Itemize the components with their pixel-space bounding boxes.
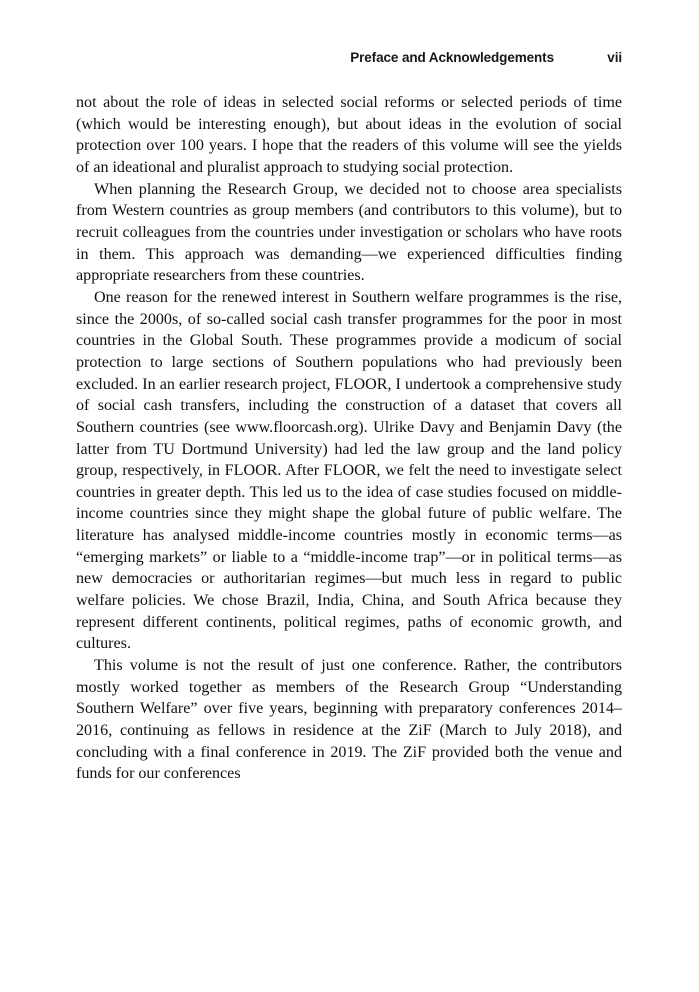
- running-header-title: Preface and Acknowledgements: [350, 50, 554, 65]
- body-text-block: [76, 92, 622, 785]
- running-header: [76, 50, 622, 65]
- paragraph: This volume is not the result of just one conference. Rather, the contributors mostly worked together as members of the Research Group “Understanding Southern Welfare” over five years, beginning with preparatory conferences 2014–2016, continuing as fellows in residence at the ZiF (March to July 2018), and concluding with a final conference in 2019. The ZiF provided both the venue and funds for our conferences: [76, 657, 622, 783]
- paragraph: not about the role of ideas in selected social reforms or selected periods of time (which would be interesting enough), but about ideas in the evolution of social protection over 100 years. I hope that the readers of this volume will see the yields of an ideational and pluralist approach to studying social protection.: [76, 94, 622, 176]
- page-number: vii: [607, 50, 622, 65]
- paragraph: When planning the Research Group, we decided not to choose area specialists from Western countries as group members (and contributors to this volume), but to recruit colleagues from the countries under investigation or scholars who have roots in them. This approach was demanding—we experienced difficulties finding appropriate researchers from these countries.: [76, 180, 622, 285]
- paragraph: One reason for the renewed interest in Southern welfare programmes is the rise, since the 2000s, of so-called social cash transfer programmes for the poor in most countries in the Global South. These programmes provide a modicum of social protection to large sections of Southern populations who had previously been excluded. In an earlier research project, FLOOR, I undertook a comprehensive study of social cash transfers, including the construction of a dataset that covers all Southern countries (see www.floorcash.org). Ulrike Davy and Benjamin Davy (the latter from TU Dortmund University) had led the law group and the land policy group, respectively, in FLOOR. After FLOOR, we felt the need to investigate select countries in greater depth. This led us to the idea of case studies focused on middle-income countries since they might shape the global future of public welfare. The literature has analysed middle-income countries mostly in economic terms—as “emerging markets” or liable to a “middle-income trap”—or in political terms—as new democracies or authoritarian regimes—but much less in regard to public welfare policies. We chose Brazil, India, China, and South Africa because they represent different continents, political regimes, paths of economic growth, and cultures.: [76, 288, 622, 653]
